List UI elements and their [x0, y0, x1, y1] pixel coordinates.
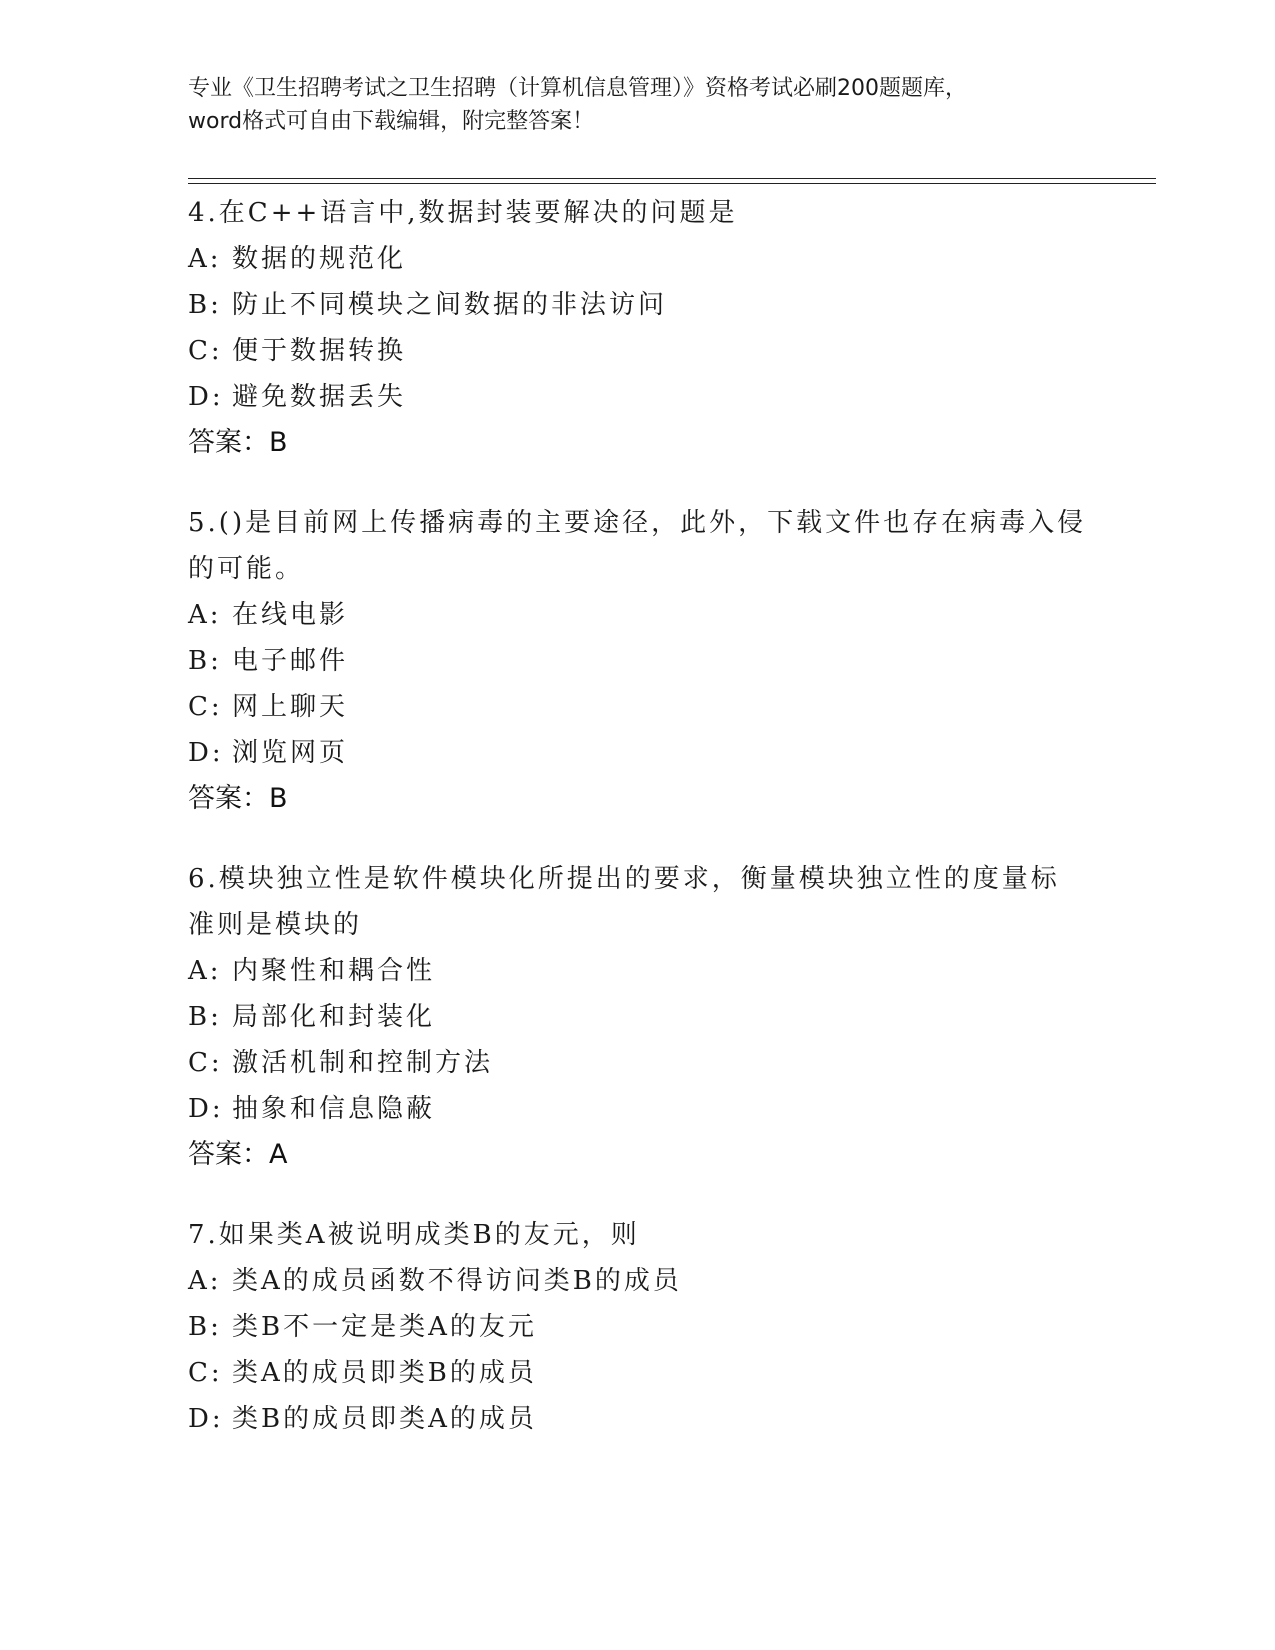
option-a [188, 236, 1088, 282]
option-key: D: [188, 738, 224, 768]
option-key: D: [188, 1404, 224, 1434]
option-text: 电子邮件 [232, 646, 349, 676]
question-4 [188, 190, 1088, 466]
option-text: 局部化和封装化 [232, 1002, 436, 1032]
option-text: 激活机制和控制方法 [232, 1048, 494, 1078]
option-text: 抽象和信息隐蔽 [232, 1094, 436, 1124]
option-a [188, 1258, 1088, 1304]
option-key: B: [188, 1002, 222, 1032]
option-key: D: [188, 382, 224, 412]
header-divider-top [188, 178, 1156, 179]
option-text: 浏览网页 [232, 738, 349, 768]
option-d [188, 1396, 1088, 1442]
question-text: 4.在C++语言中,数据封装要解决的问题是 [188, 198, 738, 228]
option-text: 防止不同模块之间数据的非法访问 [232, 290, 668, 320]
option-text: 类B不一定是类A的友元 [232, 1312, 537, 1342]
option-text: 类A的成员即类B的成员 [232, 1358, 537, 1388]
header-line-1: 专业《卫生招聘考试之卫生招聘（计算机信息管理）》资格考试必刷200题题库， [188, 76, 967, 101]
option-key: A: [188, 600, 222, 630]
question-6 [188, 856, 1088, 1178]
option-c [188, 1350, 1088, 1396]
option-d [188, 730, 1088, 776]
question-text: 5.()是目前网上传播病毒的主要途径，此外，下载文件也存在病毒入侵的可能。 [188, 508, 1087, 584]
option-b [188, 994, 1088, 1040]
option-b [188, 638, 1088, 684]
question-list [188, 190, 1088, 1476]
option-key: B: [188, 290, 222, 320]
question-7 [188, 1212, 1088, 1442]
option-d [188, 374, 1088, 420]
option-key: D: [188, 1094, 224, 1124]
option-a [188, 948, 1088, 994]
option-d [188, 1086, 1088, 1132]
option-key: C: [188, 692, 223, 722]
option-key: C: [188, 1048, 223, 1078]
question-5 [188, 500, 1088, 822]
question-text: 6.模块独立性是软件模块化所提出的要求，衡量模块独立性的度量标准则是模块的 [188, 864, 1060, 940]
option-text: 类B的成员即类A的成员 [232, 1404, 537, 1434]
option-text: 便于数据转换 [232, 336, 407, 366]
header-divider-bottom [188, 183, 1156, 184]
option-c [188, 328, 1088, 374]
option-key: C: [188, 336, 223, 366]
answer-label: 答案：A [188, 1139, 288, 1170]
document-header [188, 72, 1088, 138]
option-text: 网上聊天 [232, 692, 349, 722]
option-text: 内聚性和耦合性 [232, 956, 436, 986]
option-key: A: [188, 1266, 222, 1296]
option-key: B: [188, 646, 222, 676]
option-b [188, 282, 1088, 328]
option-key: C: [188, 1358, 223, 1388]
option-key: A: [188, 956, 222, 986]
option-key: B: [188, 1312, 222, 1342]
header-line-2: word格式可自由下载编辑，附完整答案！ [188, 109, 595, 134]
option-text: 避免数据丢失 [232, 382, 407, 412]
option-text: 数据的规范化 [232, 244, 407, 274]
option-key: A: [188, 244, 222, 274]
option-b [188, 1304, 1088, 1350]
question-text: 7.如果类A被说明成类B的友元，则 [188, 1220, 640, 1250]
answer-label: 答案：B [188, 783, 288, 814]
option-c [188, 1040, 1088, 1086]
answer-label: 答案：B [188, 427, 288, 458]
option-a [188, 592, 1088, 638]
option-text: 在线电影 [232, 600, 349, 630]
option-c [188, 684, 1088, 730]
option-text: 类A的成员函数不得访问类B的成员 [232, 1266, 682, 1296]
